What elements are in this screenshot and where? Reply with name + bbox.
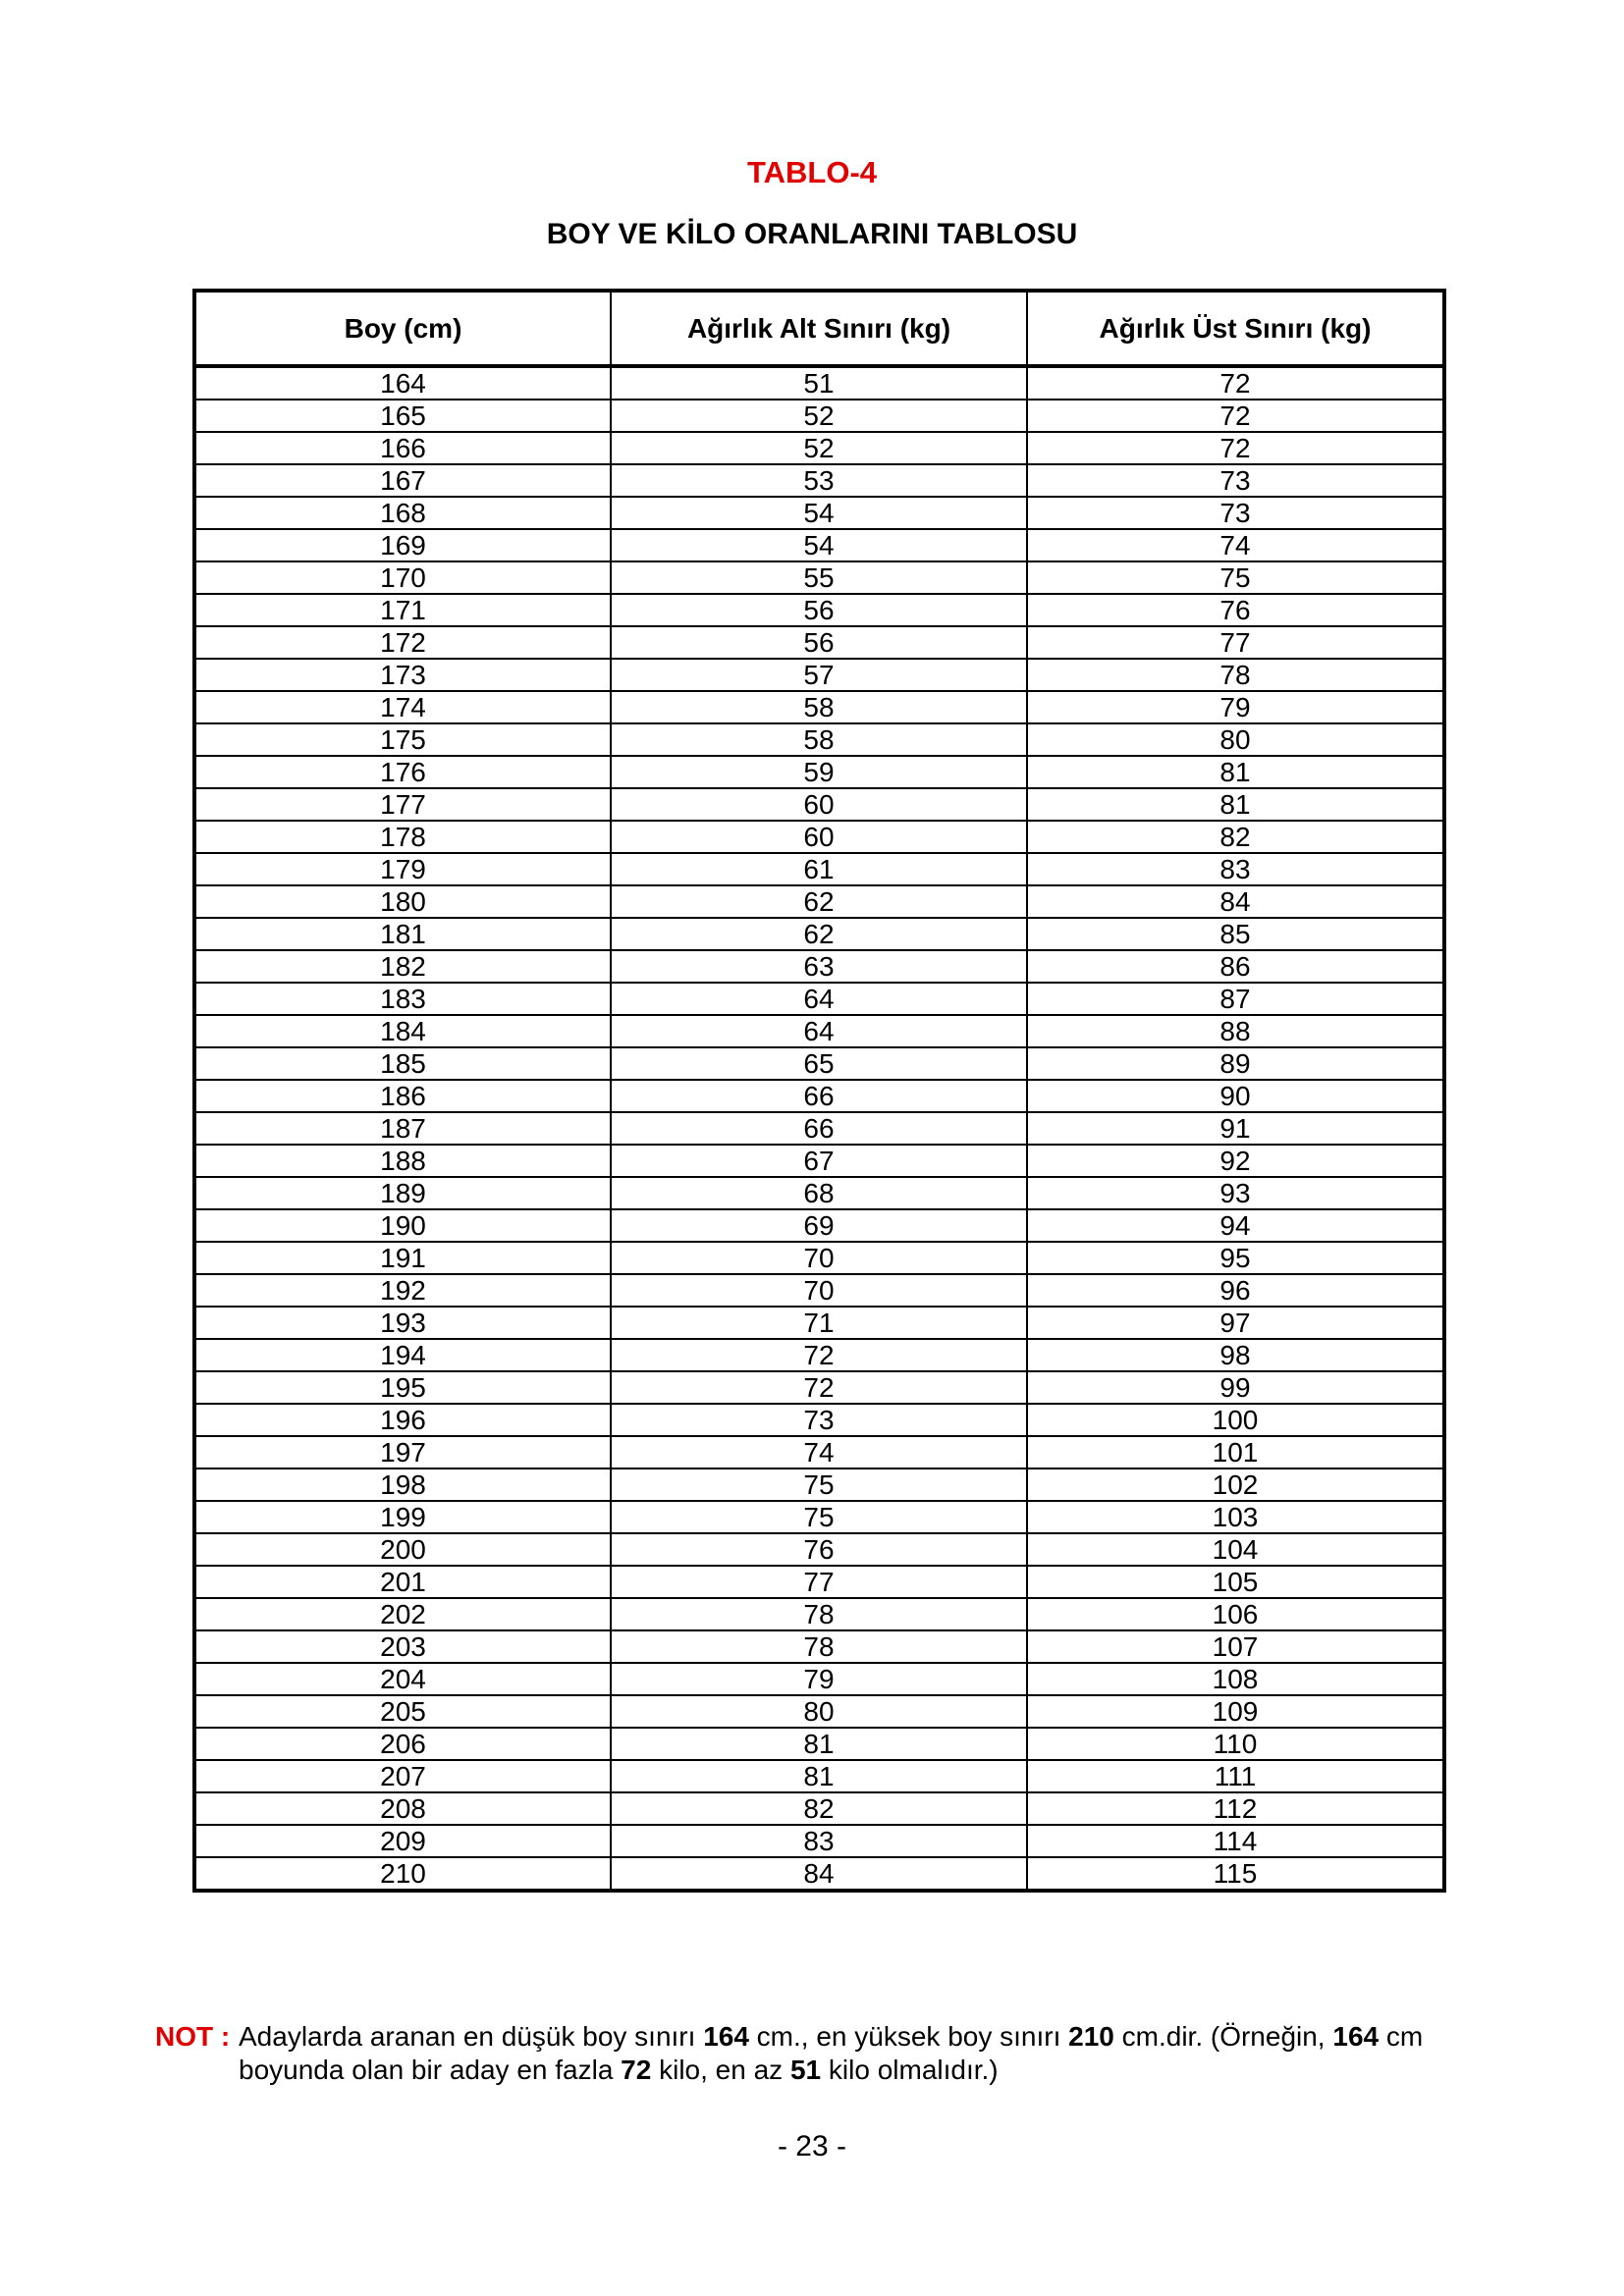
cell-max-weight: 79 [1027,691,1444,723]
cell-max-weight: 105 [1027,1566,1444,1598]
cell-height: 199 [194,1501,611,1533]
cell-min-weight: 83 [611,1825,1027,1857]
cell-min-weight: 61 [611,853,1027,885]
cell-max-weight: 98 [1027,1339,1444,1371]
table-row [194,983,1444,1015]
table-row [194,1825,1444,1857]
cell-min-weight: 59 [611,756,1027,788]
cell-min-weight: 54 [611,497,1027,529]
cell-min-weight: 84 [611,1857,1027,1891]
cell-height: 166 [194,432,611,464]
cell-min-weight: 58 [611,691,1027,723]
cell-height: 202 [194,1598,611,1630]
table-row [194,1436,1444,1468]
table-row [194,1728,1444,1760]
cell-max-weight: 81 [1027,788,1444,821]
note-value: 210 [1068,2021,1114,2052]
table-row [194,561,1444,594]
cell-max-weight: 110 [1027,1728,1444,1760]
cell-max-weight: 96 [1027,1274,1444,1307]
cell-min-weight: 68 [611,1177,1027,1209]
table-row [194,1242,1444,1274]
cell-max-weight: 72 [1027,400,1444,432]
note-fragment: Adaylarda aranan en düşük boy sınırı [239,2021,704,2052]
cell-max-weight: 77 [1027,626,1444,659]
note-text [239,2020,1461,2087]
table-row [194,918,1444,950]
cell-height: 167 [194,464,611,497]
cell-min-weight: 66 [611,1080,1027,1112]
cell-min-weight: 78 [611,1598,1027,1630]
cell-min-weight: 53 [611,464,1027,497]
cell-min-weight: 69 [611,1209,1027,1242]
cell-min-weight: 80 [611,1695,1027,1728]
cell-height: 170 [194,561,611,594]
cell-min-weight: 56 [611,626,1027,659]
cell-min-weight: 73 [611,1404,1027,1436]
note-value: 51 [789,2055,822,2085]
table-row [194,1080,1444,1112]
cell-max-weight: 99 [1027,1371,1444,1404]
cell-max-weight: 102 [1027,1468,1444,1501]
table-row [194,1598,1444,1630]
table-row [194,1566,1444,1598]
cell-height: 210 [194,1857,611,1891]
cell-max-weight: 85 [1027,918,1444,950]
table-row [194,885,1444,918]
cell-max-weight: 106 [1027,1598,1444,1630]
cell-max-weight: 82 [1027,821,1444,853]
table-row [194,432,1444,464]
note-fragment: kilo, en az [651,2055,790,2085]
cell-height: 209 [194,1825,611,1857]
table-row [194,1047,1444,1080]
cell-min-weight: 64 [611,1015,1027,1047]
cell-max-weight: 84 [1027,885,1444,918]
cell-height: 180 [194,885,611,918]
table-row [194,366,1444,400]
cell-height: 191 [194,1242,611,1274]
cell-min-weight: 56 [611,594,1027,626]
table-row [194,853,1444,885]
table-row [194,659,1444,691]
cell-height: 177 [194,788,611,821]
cell-height: 197 [194,1436,611,1468]
cell-max-weight: 73 [1027,497,1444,529]
cell-max-weight: 87 [1027,983,1444,1015]
table-row [194,756,1444,788]
cell-max-weight: 112 [1027,1792,1444,1825]
page-number: - 23 - [777,2130,847,2163]
table-row [194,1015,1444,1047]
table-row [194,1792,1444,1825]
cell-max-weight: 97 [1027,1307,1444,1339]
table-row [194,788,1444,821]
cell-max-weight: 108 [1027,1663,1444,1695]
table-row [194,1663,1444,1695]
cell-max-weight: 83 [1027,853,1444,885]
cell-height: 206 [194,1728,611,1760]
cell-height: 189 [194,1177,611,1209]
table-row [194,1695,1444,1728]
cell-min-weight: 77 [611,1566,1027,1598]
cell-height: 204 [194,1663,611,1695]
cell-min-weight: 75 [611,1501,1027,1533]
cell-height: 173 [194,659,611,691]
cell-max-weight: 107 [1027,1630,1444,1663]
table-row [194,400,1444,432]
cell-height: 181 [194,918,611,950]
cell-height: 201 [194,1566,611,1598]
cell-max-weight: 103 [1027,1501,1444,1533]
cell-height: 190 [194,1209,611,1242]
note-value: 164 [703,2021,749,2052]
cell-height: 183 [194,983,611,1015]
cell-min-weight: 58 [611,723,1027,756]
cell-max-weight: 93 [1027,1177,1444,1209]
table-row [194,691,1444,723]
table-row [194,1339,1444,1371]
column-header-max-weight: Ağırlık Üst Sınırı (kg) [1027,291,1444,366]
cell-min-weight: 82 [611,1792,1027,1825]
table-row [194,1371,1444,1404]
note-fragment: cm.dir. (Örneğin, [1113,2021,1333,2052]
table-row [194,1145,1444,1177]
cell-min-weight: 54 [611,529,1027,561]
table-row [194,626,1444,659]
cell-height: 165 [194,400,611,432]
cell-max-weight: 95 [1027,1242,1444,1274]
note-value: 72 [621,2055,652,2085]
table-row [194,1112,1444,1145]
table-row [194,1468,1444,1501]
cell-height: 172 [194,626,611,659]
cell-height: 174 [194,691,611,723]
cell-height: 200 [194,1533,611,1566]
table-row [194,821,1444,853]
cell-height: 207 [194,1760,611,1792]
cell-max-weight: 94 [1027,1209,1444,1242]
page-title: BOY VE KİLO ORANLARINI TABLOSU [546,218,1078,250]
cell-min-weight: 72 [611,1339,1027,1371]
column-header-height: Boy (cm) [194,291,611,366]
table-row [194,1404,1444,1436]
table-row [194,529,1444,561]
table-label: TABLO-4 [746,155,878,189]
cell-height: 171 [194,594,611,626]
cell-min-weight: 70 [611,1242,1027,1274]
cell-max-weight: 100 [1027,1404,1444,1436]
cell-min-weight: 75 [611,1468,1027,1501]
cell-min-weight: 74 [611,1436,1027,1468]
cell-height: 203 [194,1630,611,1663]
table-row [194,1209,1444,1242]
cell-height: 178 [194,821,611,853]
cell-min-weight: 66 [611,1112,1027,1145]
note-label: NOT : [155,2021,231,2052]
cell-max-weight: 104 [1027,1533,1444,1566]
cell-min-weight: 64 [611,983,1027,1015]
table-row [194,1177,1444,1209]
table-row [194,950,1444,983]
cell-height: 175 [194,723,611,756]
cell-max-weight: 89 [1027,1047,1444,1080]
table-row [194,1630,1444,1663]
cell-height: 205 [194,1695,611,1728]
table-row [194,1307,1444,1339]
note-value: 164 [1332,2021,1380,2052]
cell-max-weight: 101 [1027,1436,1444,1468]
cell-max-weight: 72 [1027,432,1444,464]
note-fragment: cm., en yüksek boy sınırı [748,2021,1069,2052]
cell-min-weight: 52 [611,432,1027,464]
cell-height: 196 [194,1404,611,1436]
table-row [194,1501,1444,1533]
cell-max-weight: 81 [1027,756,1444,788]
cell-min-weight: 67 [611,1145,1027,1177]
cell-max-weight: 115 [1027,1857,1444,1891]
cell-min-weight: 62 [611,885,1027,918]
table-row [194,464,1444,497]
cell-height: 164 [194,366,611,400]
cell-min-weight: 60 [611,788,1027,821]
note-fragment: kilo olmalıdır.) [821,2055,999,2085]
cell-height: 195 [194,1371,611,1404]
cell-height: 187 [194,1112,611,1145]
cell-min-weight: 51 [611,366,1027,400]
note [155,2020,1461,2087]
cell-min-weight: 65 [611,1047,1027,1080]
cell-height: 184 [194,1015,611,1047]
cell-min-weight: 63 [611,950,1027,983]
cell-height: 192 [194,1274,611,1307]
cell-min-weight: 52 [611,400,1027,432]
cell-height: 188 [194,1145,611,1177]
cell-height: 208 [194,1792,611,1825]
cell-height: 182 [194,950,611,983]
cell-height: 176 [194,756,611,788]
height-weight-table [192,289,1446,1893]
cell-min-weight: 81 [611,1760,1027,1792]
cell-min-weight: 71 [611,1307,1027,1339]
cell-max-weight: 78 [1027,659,1444,691]
cell-height: 179 [194,853,611,885]
cell-max-weight: 111 [1027,1760,1444,1792]
cell-max-weight: 92 [1027,1145,1444,1177]
table-row [194,1533,1444,1566]
cell-max-weight: 75 [1027,561,1444,594]
cell-max-weight: 80 [1027,723,1444,756]
cell-min-weight: 78 [611,1630,1027,1663]
table-row [194,594,1444,626]
cell-max-weight: 74 [1027,529,1444,561]
column-header-min-weight: Ağırlık Alt Sınırı (kg) [611,291,1027,366]
cell-min-weight: 55 [611,561,1027,594]
cell-height: 186 [194,1080,611,1112]
cell-height: 193 [194,1307,611,1339]
cell-min-weight: 60 [611,821,1027,853]
table-row [194,1857,1444,1891]
cell-min-weight: 72 [611,1371,1027,1404]
cell-max-weight: 114 [1027,1825,1444,1857]
table-header-row [194,291,1444,366]
table-row [194,1760,1444,1792]
cell-max-weight: 72 [1027,366,1444,400]
cell-max-weight: 109 [1027,1695,1444,1728]
note-fragment: cm boyunda olan bir aday en fazla [239,2021,1424,2085]
cell-max-weight: 86 [1027,950,1444,983]
table-body [194,366,1444,1891]
table-row [194,723,1444,756]
table-row [194,1274,1444,1307]
cell-min-weight: 70 [611,1274,1027,1307]
cell-min-weight: 62 [611,918,1027,950]
cell-height: 198 [194,1468,611,1501]
cell-min-weight: 76 [611,1533,1027,1566]
cell-min-weight: 79 [611,1663,1027,1695]
cell-max-weight: 88 [1027,1015,1444,1047]
cell-max-weight: 91 [1027,1112,1444,1145]
cell-height: 194 [194,1339,611,1371]
cell-height: 169 [194,529,611,561]
cell-height: 185 [194,1047,611,1080]
cell-height: 168 [194,497,611,529]
cell-max-weight: 76 [1027,594,1444,626]
cell-min-weight: 57 [611,659,1027,691]
table-row [194,497,1444,529]
cell-min-weight: 81 [611,1728,1027,1760]
cell-max-weight: 73 [1027,464,1444,497]
cell-max-weight: 90 [1027,1080,1444,1112]
